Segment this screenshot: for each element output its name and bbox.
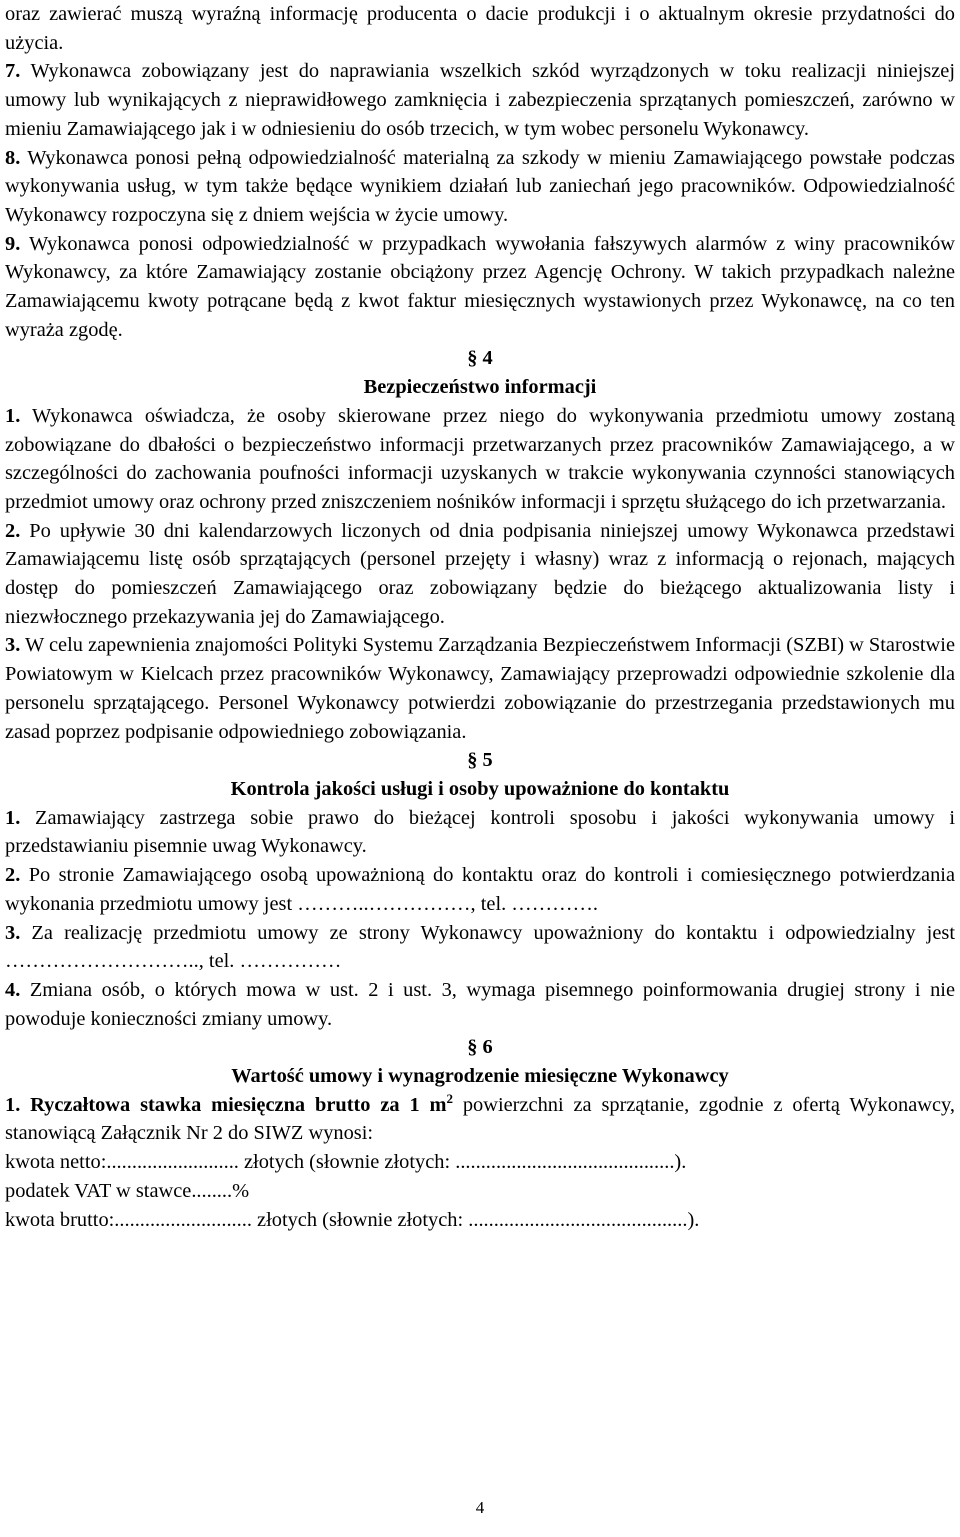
section-5-title: Kontrola jakości usługi i osoby upoważnione do kontaktu [230,777,730,800]
item-text: Za realizację przedmiotu umowy ze strony Wykonawcy upoważniony do kontaktu i odpowiedzialny jest ……………………….., tel. …………… [5,921,955,973]
paragraph-9 [5,230,955,345]
item-bold-text: Ryczałtowa stawka miesięczna brutto za 1 m [20,1093,447,1116]
vat-rate-line: podatek VAT w stawce........% [5,1179,250,1202]
item-text: Zamawiający zastrzega sobie prawo do bieżącej kontroli sposobu i jakości wykonywania umowy i przedstawianiu pisemnie uwag Wykonawcy. [5,806,955,858]
item-number: 1. [5,1093,21,1116]
gross-amount-line: kwota brutto:........................... złotych (słownie złotych: ...........................................). [5,1208,700,1231]
sec5-paragraph-3 [5,919,955,976]
item-text: Zmiana osób, o których mowa w ust. 2 i ust. 3, wymaga pisemnego poinformowania drugiej strony i nie powoduje konieczności zmiany umowy. [5,978,955,1030]
item-number: 1. [5,404,21,427]
sec5-paragraph-4 [5,976,955,1033]
paragraph-8 [5,144,955,230]
sec6-paragraph-1 [5,1091,955,1148]
item-number: 1. [5,806,21,829]
item-text: W celu zapewnienia znajomości Polityki Systemu Zarządzania Bezpieczeństwem Informacji (SZBI) w Starostwie Powiatowym w Kielcach przez pracowników Wykonawcy, Zamawiający przeprowadzi odpowiednie szkolenie dla personelu sprzątającego. Personel Wykonawcy potwierdzi zobowiązanie do przestrzegania przedstawionych mu zasad poprzez podpisanie odpowiedniego zobowiązania. [5,634,955,743]
item-text: Po upływie 30 dni kalendarzowych liczonych od dnia podpisania niniejszej umowy Wykonawca przedstawi Zamawiającemu listę osób sprzątających (personel przejęty i własny) wraz z informacją o rejonach, mających dostęp do pomieszczeń Zamawiającego oraz zobowiązany będzie do bieżącego aktualizowania listy i niezwłocznego przekazywania jej do Zamawiającego. [5,519,955,628]
sec5-paragraph-2 [5,861,955,918]
sec4-paragraph-1 [5,402,955,517]
section-4-sign: § 4 [467,347,493,370]
item-text: Po stronie Zamawiającego osobą upoważnioną do kontaktu oraz do kontroli i comiesięcznego potwierdzania wykonania przedmiotu umowy jest ………..……………, tel. …………. [5,864,955,915]
item-number: 3. [5,921,21,944]
item-number: 2. [5,519,21,542]
document-page [5,0,955,1234]
section-6-title: Wartość umowy i wynagrodzenie miesięczne Wykonawcy [231,1065,729,1088]
item-text: Wykonawca ponosi pełną odpowiedzialność materialną za szkody w mieniu Zamawiającego powstałe podczas wykonywania usług, w tym także będące wynikiem działań lub zaniechań jego pracowników. Odpowiedzialność Wykonawcy rozpoczyna się z dniem wejścia w życie umowy. [5,146,955,226]
section-6-sign: § 6 [467,1036,493,1059]
superscript: 2 [446,1090,453,1106]
sec4-paragraph-3 [5,631,955,746]
item-number: 8. [5,146,21,169]
net-amount-line: kwota netto:.......................... złotych (słownie złotych: ...........................................). [5,1151,687,1174]
section-5-sign: § 5 [467,749,493,772]
item-text: powierzchni za sprzątanie, zgodnie z ofertą Wykonawcy, stanowiącą Załącznik Nr 2 do SIWZ wynosi: [5,1093,955,1145]
sec5-paragraph-1 [5,804,955,861]
item-number: 7. [5,60,21,83]
item-number: 4. [5,978,21,1001]
paragraph-7 [5,57,955,143]
page-number: 4 [475,1498,485,1517]
intro-paragraph: oraz zawierać muszą wyraźną informację producenta o dacie produkcji i o aktualnym okresie przydatności do użycia. [5,3,955,54]
item-number: 2. [5,864,21,887]
sec4-paragraph-2 [5,517,955,632]
item-number: 9. [5,232,21,255]
item-number: 3. [5,634,21,657]
section-4-title: Bezpieczeństwo informacji [363,376,597,399]
item-text: Wykonawca zobowiązany jest do naprawiania wszelkich szkód wyrządzonych w toku realizacji niniejszej umowy lub wynikających z nieprawidłowego zamknięcia i zabezpieczenia sprzątanych pomieszczeń, zarówno w mieniu Zamawiającego jak i w odniesieniu do osób trzecich, w tym wobec personelu Wykonawcy. [5,60,955,140]
item-text: Wykonawca ponosi odpowiedzialność w przypadkach wywołania fałszywych alarmów z winy pracowników Wykonawcy, za które Zamawiający zostanie obciążony przez Agencję Ochrony. W takich przypadkach należne Zamawiającemu kwoty potrącane będą z kwot faktur miesięcznych wystawionych przez Wykonawcę, na co ten wyraża zgodę. [5,232,955,341]
item-text: Wykonawca oświadcza, że osoby skierowane przez niego do wykonywania przedmiotu umowy zostaną zobowiązane do dbałości o bezpieczeństwo informacji przetwarzanych przez pracowników Zamawiającego, a w szczególności do zachowania poufności informacji uzyskanych w trakcie wykonywania czynności stanowiących przedmiot umowy oraz ochrony przed zniszczeniem nośników informacji i sprzętu służącego do ich przetwarzania. [5,404,955,513]
